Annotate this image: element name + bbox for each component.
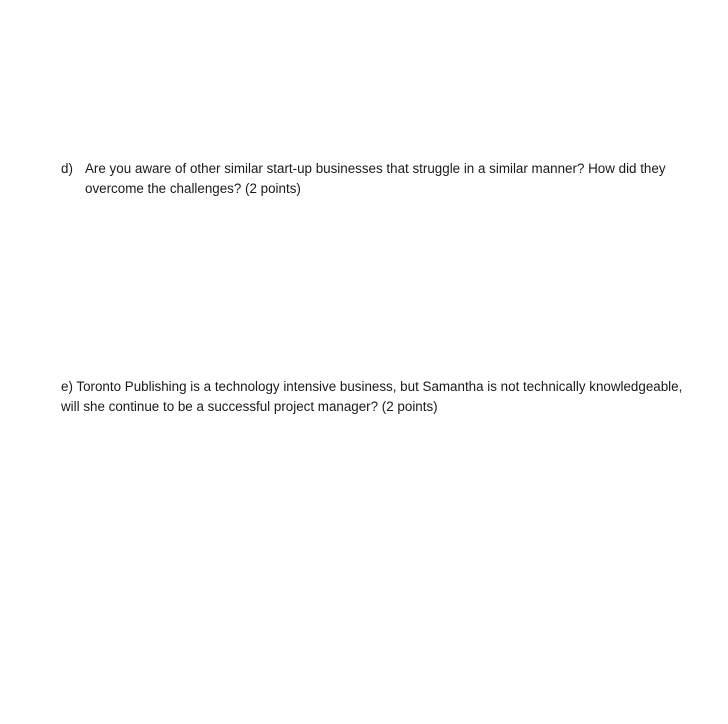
question-e	[61, 377, 711, 417]
question-d-line-2: overcome the challenges? (2 points)	[85, 181, 301, 196]
question-d-marker: d)	[61, 161, 73, 176]
question-e-line-1: e) Toronto Publishing is a technology intensive business, but Samantha is not technically knowledgeable,	[61, 379, 683, 394]
question-d	[61, 159, 701, 199]
question-d-text	[85, 159, 701, 199]
question-e-line-2: will she continue to be a successful project manager? (2 points)	[61, 399, 438, 414]
question-d-line-1: Are you aware of other similar start-up businesses that struggle in a similar manner? How did they	[85, 161, 666, 176]
